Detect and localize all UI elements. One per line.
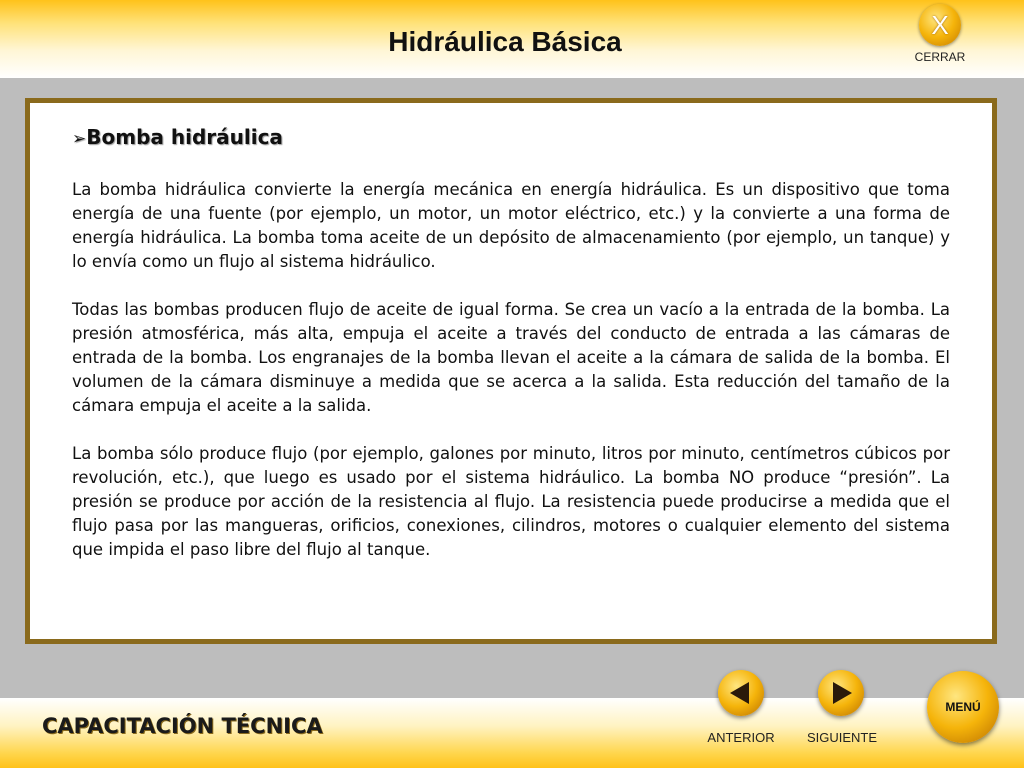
arrow-left-icon	[718, 670, 764, 716]
menu-label: MENÚ	[945, 700, 981, 714]
close-icon: X	[931, 10, 949, 40]
next-label[interactable]: SIGUIENTE	[806, 730, 878, 745]
paragraph-1: La bomba hidráulica convierte la energía mecánica en energía hidráulica. Es un dispositivo que toma energía de una fuente (por ejemplo, un motor, un motor eléctrico, etc.) y la convierte a una forma de energía hidráulica. La bomba toma aceite de un depósito de almacenamiento (por ejemplo, un tanque) y lo envía como un flujo al sistema hidráulico.	[72, 180, 950, 271]
content-panel	[25, 98, 997, 644]
close-label[interactable]: CERRAR	[914, 50, 966, 64]
close-button[interactable]	[919, 4, 961, 46]
menu-button[interactable]	[927, 671, 999, 743]
content-panel-inner	[30, 103, 992, 639]
previous-button[interactable]	[718, 670, 764, 716]
paragraph-3: La bomba sólo produce flujo (por ejemplo, galones por minuto, litros por minuto, centímetros cúbicos por revolución, etc.), que luego es usado por el sistema hidráulico. La bomba NO produce “presión”. La presión se produce por acción de la resistencia al flujo. La resistencia puede producirse a medida que el flujo pasa por las mangueras, orificios, conexiones, cilindros, motores o cualquier elemento del sistema que impida el paso libre del flujo al tanque.	[72, 444, 950, 559]
paragraph-2: Todas las bombas producen flujo de aceite de igual forma. Se crea un vacío a la entrada de la bomba. La presión atmosférica, más alta, empuja el aceite a través del conducto de entrada a las cámaras de entrada de la bomba. Los engranajes de la bomba llevan el aceite a la cámara de salida de la bomba. El volumen de la cámara disminuye a medida que se acerca a la salida. Esta reducción del tamaño de la cámara empuja el aceite a la salida.	[72, 300, 950, 415]
page-title: Hidráulica Básica	[388, 26, 622, 57]
previous-label[interactable]: ANTERIOR	[707, 730, 775, 745]
brand-label: CAPACITACIÓN TÉCNICA	[42, 714, 323, 738]
section-title	[72, 125, 950, 149]
arrow-bullet-icon: ➢	[72, 129, 87, 149]
arrow-right-icon	[818, 670, 864, 716]
next-button[interactable]	[818, 670, 864, 716]
section-title-text: Bomba hidráulica	[86, 125, 283, 149]
